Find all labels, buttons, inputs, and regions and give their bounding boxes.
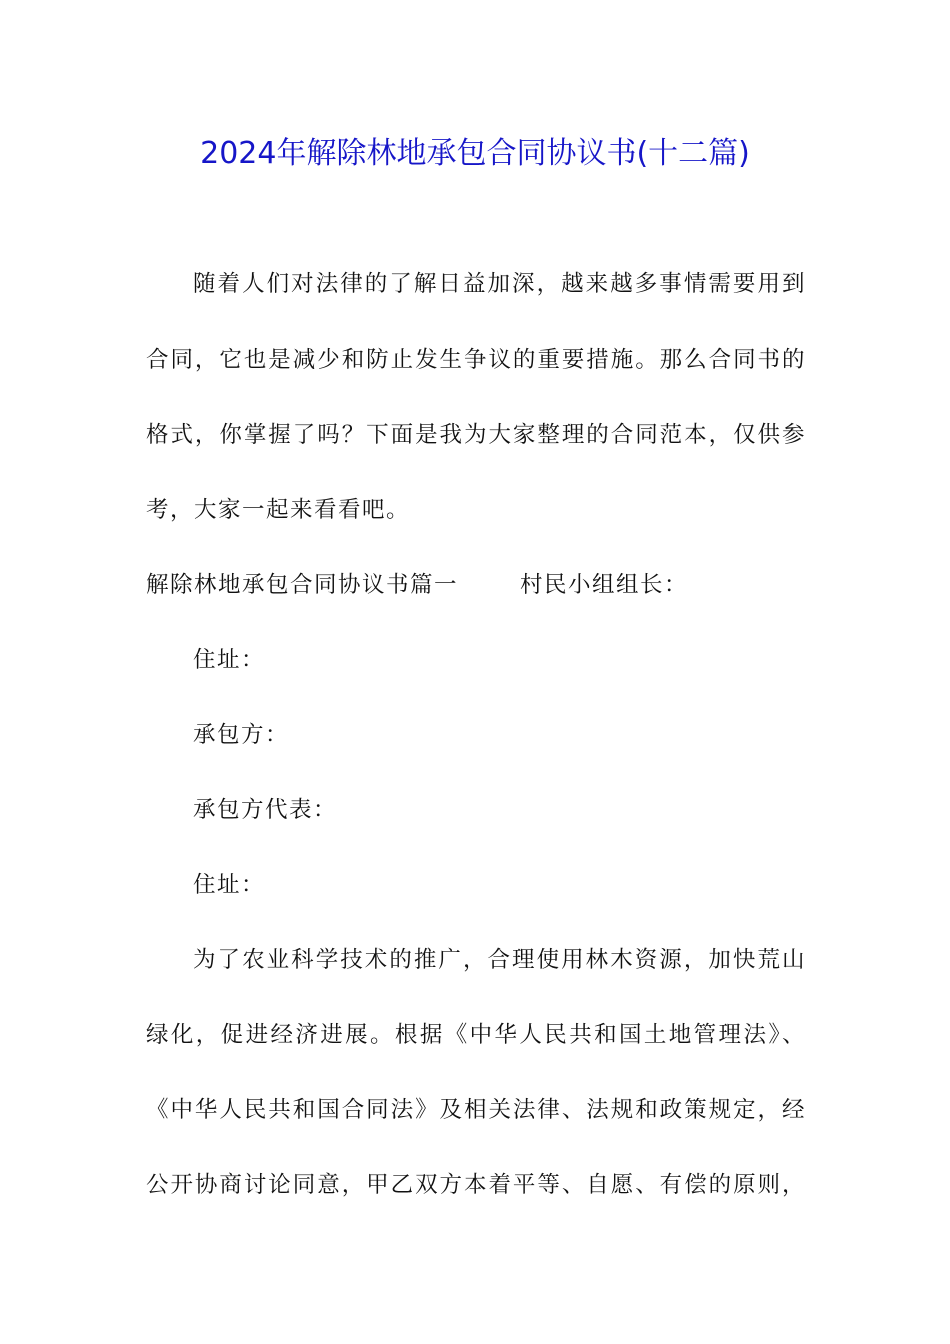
body-line-1: 为了农业科学技术的推广，合理使用林木资源，加快荒山 — [193, 947, 806, 973]
body-line-2: 绿化，促进经济进展。根据《中华人民共和国土地管理法》、 — [146, 1022, 806, 1048]
intro-line-2: 合同，它也是减少和防止发生争议的重要措施。那么合同书的 — [146, 347, 806, 373]
intro-line-4: 考，大家一起来看看吧。 — [146, 497, 411, 523]
field-village-group-leader: 村民小组组长： — [520, 572, 689, 598]
body-line-4: 公开协商讨论同意，甲乙双方本着平等、自愿、有偿的原则， — [146, 1172, 806, 1198]
intro-line-3: 格式，你掌握了吗？下面是我为大家整理的合同范本，仅供参 — [146, 422, 806, 448]
field-address-2: 住址： — [193, 872, 266, 898]
body-line-3: 《中华人民共和国合同法》及相关法律、法规和政策规定，经 — [146, 1097, 806, 1123]
document-title: 2024年解除林地承包合同协议书(十二篇) — [200, 136, 750, 171]
field-contractor-representative: 承包方代表： — [193, 797, 338, 823]
field-address-1: 住址： — [193, 647, 266, 673]
field-contractor: 承包方： — [193, 722, 290, 748]
section-heading: 解除林地承包合同协议书篇一 — [146, 572, 459, 598]
section-heading-line — [146, 565, 806, 605]
intro-line-1: 随着人们对法律的了解日益加深，越来越多事情需要用到 — [193, 271, 806, 297]
